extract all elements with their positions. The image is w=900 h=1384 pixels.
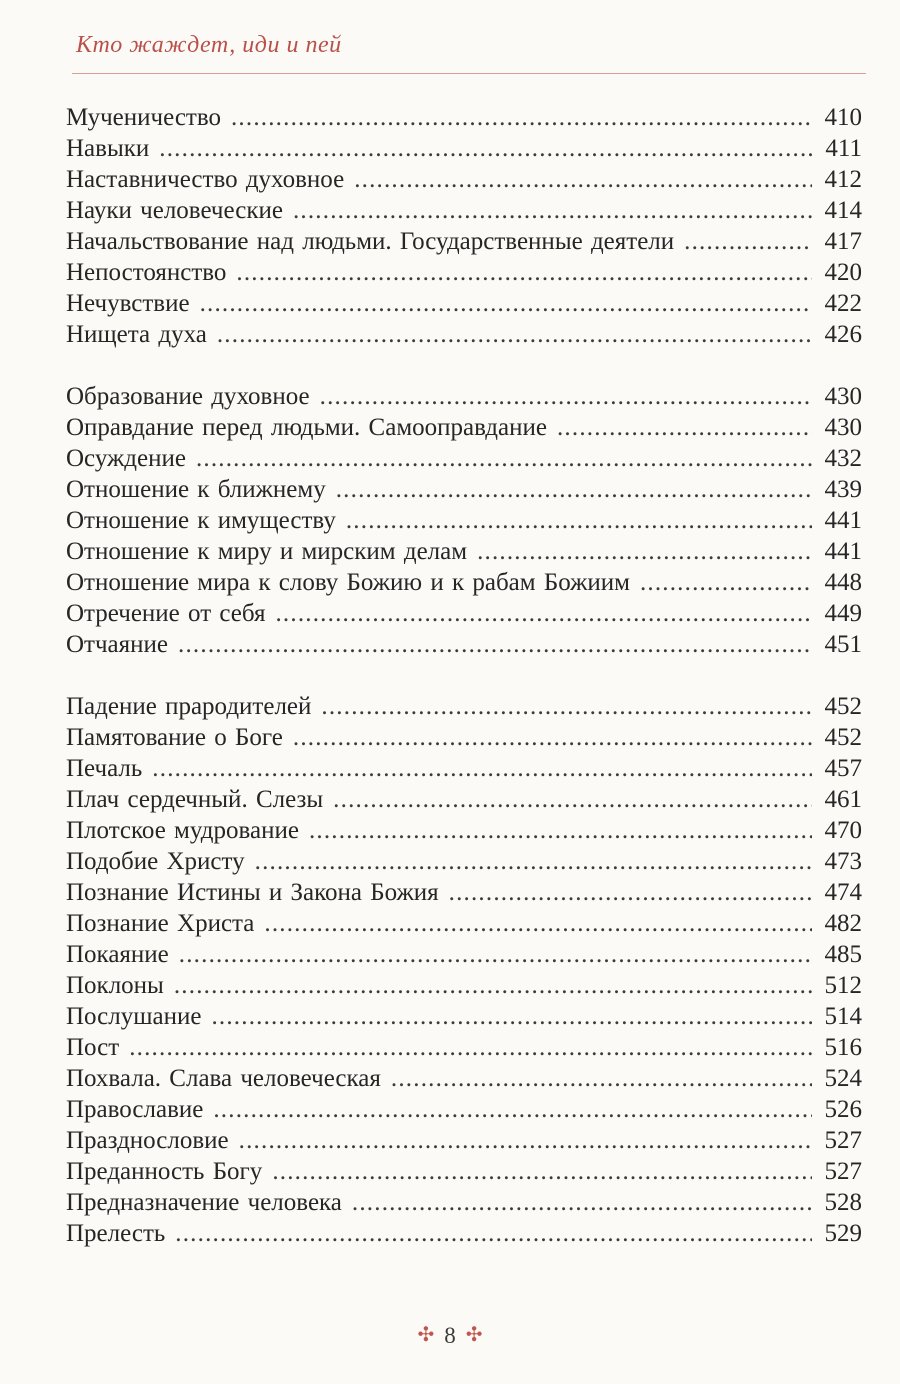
running-header-title: Кто жаждет, иди и пей <box>76 32 342 58</box>
dot-leader <box>239 1125 812 1156</box>
toc-entry-page: 512 <box>824 972 862 999</box>
toc-entry-title: Образование духовное <box>66 383 310 410</box>
dot-leader <box>179 939 812 970</box>
toc-entry-title: Отношение к миру и мирским делам <box>66 538 468 565</box>
toc-entry-page: 430 <box>824 414 862 441</box>
dot-leader <box>684 226 812 257</box>
toc-entry-title: Православие <box>66 1096 204 1123</box>
toc-entry-page: 527 <box>824 1127 862 1154</box>
toc-entry-page: 417 <box>824 228 862 255</box>
toc-entry <box>66 102 862 133</box>
toc-entry-page: 452 <box>824 724 862 751</box>
toc-entry-title: Отношение мира к слову Божию и к рабам Божиим <box>66 569 630 596</box>
toc-entry-title: Преданность Богу <box>66 1158 263 1185</box>
toc-section <box>66 102 862 350</box>
dot-leader <box>449 877 812 908</box>
dot-leader <box>477 536 812 567</box>
toc-entry-page: 485 <box>824 941 862 968</box>
toc-entry-page: 526 <box>824 1096 862 1123</box>
toc-entry-page: 414 <box>824 197 862 224</box>
toc-entry <box>66 908 862 939</box>
dot-leader <box>175 1218 812 1249</box>
toc-entry-page: 448 <box>824 569 862 596</box>
dot-leader <box>178 629 812 660</box>
dot-leader <box>231 102 812 133</box>
toc-entry-page: 432 <box>824 445 862 472</box>
toc-section <box>66 691 862 1249</box>
toc-entry-title: Покаяние <box>66 941 169 968</box>
toc-entry <box>66 164 862 195</box>
dot-leader <box>196 443 812 474</box>
toc-entry-page: 516 <box>824 1034 862 1061</box>
toc-entry <box>66 319 862 350</box>
ornament-left-icon: ✣ <box>417 1324 435 1346</box>
toc-entry-page: 482 <box>824 910 862 937</box>
toc-entry <box>66 815 862 846</box>
toc-entry-page: 430 <box>824 383 862 410</box>
dot-leader <box>640 567 812 598</box>
dot-leader <box>557 412 812 443</box>
toc-entry <box>66 1125 862 1156</box>
toc-entry <box>66 536 862 567</box>
toc-entry <box>66 443 862 474</box>
toc-entry <box>66 1187 862 1218</box>
toc-entry-title: Печаль <box>66 755 143 782</box>
toc-entry <box>66 784 862 815</box>
toc-entry <box>66 877 862 908</box>
dot-leader <box>293 722 812 753</box>
toc-entry-title: Похвала. Слава человеческая <box>66 1065 381 1092</box>
toc-entry-page: 470 <box>824 817 862 844</box>
toc-entry <box>66 567 862 598</box>
toc-entry <box>66 1032 862 1063</box>
toc-entry-page: 412 <box>824 166 862 193</box>
toc-entry <box>66 939 862 970</box>
toc-entry-page: 422 <box>824 290 862 317</box>
page-number: 8 <box>444 1323 456 1348</box>
table-of-contents <box>66 102 862 1249</box>
dot-leader <box>333 784 812 815</box>
dot-leader <box>275 598 812 629</box>
toc-entry-title: Предназначение человека <box>66 1189 342 1216</box>
toc-entry <box>66 1063 862 1094</box>
dot-leader <box>213 1094 812 1125</box>
toc-entry-title: Непостоянство <box>66 259 227 286</box>
toc-entry-page: 439 <box>824 476 862 503</box>
dot-leader <box>152 753 812 784</box>
toc-entry <box>66 753 862 784</box>
dot-leader <box>217 319 812 350</box>
toc-entry-page: 527 <box>824 1158 862 1185</box>
toc-entry <box>66 474 862 505</box>
toc-entry <box>66 195 862 226</box>
toc-entry <box>66 970 862 1001</box>
toc-entry-page: 411 <box>825 135 862 162</box>
toc-entry <box>66 1218 862 1249</box>
toc-entry-title: Празднословие <box>66 1127 229 1154</box>
toc-entry-page: 441 <box>824 507 862 534</box>
toc-entry-title: Прелесть <box>66 1220 166 1247</box>
toc-entry-title: Отчаяние <box>66 631 169 658</box>
running-header <box>72 26 866 74</box>
toc-entry <box>66 226 862 257</box>
toc-entry-title: Отношение к имуществу <box>66 507 336 534</box>
toc-entry-title: Подобие Христу <box>66 848 245 875</box>
toc-entry <box>66 505 862 536</box>
toc-entry-title: Послушание <box>66 1003 202 1030</box>
toc-entry <box>66 629 862 660</box>
dot-leader <box>293 195 812 226</box>
toc-entry-title: Плотское мудрование <box>66 817 299 844</box>
header-divider <box>72 73 866 75</box>
toc-entry-title: Плач сердечный. Слезы <box>66 786 324 813</box>
dot-leader <box>320 381 812 412</box>
toc-entry-page: 426 <box>824 321 862 348</box>
toc-entry-title: Наставничество духовное <box>66 166 345 193</box>
toc-entry-page: 457 <box>824 755 862 782</box>
toc-entry-page: 473 <box>824 848 862 875</box>
toc-entry <box>66 1001 862 1032</box>
toc-entry-title: Поклоны <box>66 972 164 999</box>
toc-entry-page: 529 <box>824 1220 862 1247</box>
toc-entry-page: 410 <box>824 104 862 131</box>
toc-entry-title: Памятование о Боге <box>66 724 283 751</box>
toc-entry-title: Навыки <box>66 135 150 162</box>
dot-leader <box>346 505 812 536</box>
toc-entry-title: Осуждение <box>66 445 186 472</box>
dot-leader <box>354 164 812 195</box>
toc-entry <box>66 288 862 319</box>
toc-entry-page: 514 <box>824 1003 862 1030</box>
toc-entry-title: Отношение к ближнему <box>66 476 326 503</box>
toc-entry-page: 474 <box>824 879 862 906</box>
toc-entry <box>66 691 862 722</box>
toc-entry-page: 449 <box>824 600 862 627</box>
dot-leader <box>321 691 812 722</box>
toc-entry <box>66 1156 862 1187</box>
toc-entry-title: Оправдание перед людьми. Самооправдание <box>66 414 547 441</box>
toc-entry-title: Познание Христа <box>66 910 255 937</box>
toc-entry-title: Мученичество <box>66 104 221 131</box>
dot-leader <box>159 133 812 164</box>
toc-entry-title: Падение прародителей <box>66 693 312 720</box>
toc-entry-title: Нечувствие <box>66 290 190 317</box>
toc-section <box>66 381 862 660</box>
toc-entry-page: 451 <box>824 631 862 658</box>
toc-entry-title: Познание Истины и Закона Божия <box>66 879 439 906</box>
toc-entry <box>66 722 862 753</box>
dot-leader <box>200 288 812 319</box>
dot-leader <box>211 1001 812 1032</box>
page-footer <box>0 1322 900 1349</box>
dot-leader <box>336 474 812 505</box>
dot-leader <box>391 1063 812 1094</box>
toc-entry <box>66 133 862 164</box>
dot-leader <box>255 846 812 877</box>
dot-leader <box>264 908 812 939</box>
dot-leader <box>272 1156 812 1187</box>
toc-entry-page: 524 <box>824 1065 862 1092</box>
toc-entry-title: Нищета духа <box>66 321 207 348</box>
dot-leader <box>236 257 812 288</box>
toc-entry <box>66 1094 862 1125</box>
toc-entry <box>66 412 862 443</box>
toc-entry-page: 461 <box>824 786 862 813</box>
toc-entry-page: 420 <box>824 259 862 286</box>
dot-leader <box>352 1187 812 1218</box>
dot-leader <box>309 815 812 846</box>
toc-entry-page: 441 <box>824 538 862 565</box>
toc-entry <box>66 381 862 412</box>
toc-entry <box>66 598 862 629</box>
toc-entry <box>66 846 862 877</box>
dot-leader <box>174 970 812 1001</box>
ornament-right-icon: ✣ <box>465 1324 483 1346</box>
toc-entry-title: Науки человеческие <box>66 197 283 224</box>
toc-entry-title: Начальствование над людьми. Государственные деятели <box>66 228 675 255</box>
toc-entry-title: Пост <box>66 1034 120 1061</box>
toc-entry-page: 528 <box>824 1189 862 1216</box>
toc-entry-page: 452 <box>824 693 862 720</box>
toc-entry <box>66 257 862 288</box>
dot-leader <box>129 1032 812 1063</box>
toc-entry-title: Отречение от себя <box>66 600 266 627</box>
